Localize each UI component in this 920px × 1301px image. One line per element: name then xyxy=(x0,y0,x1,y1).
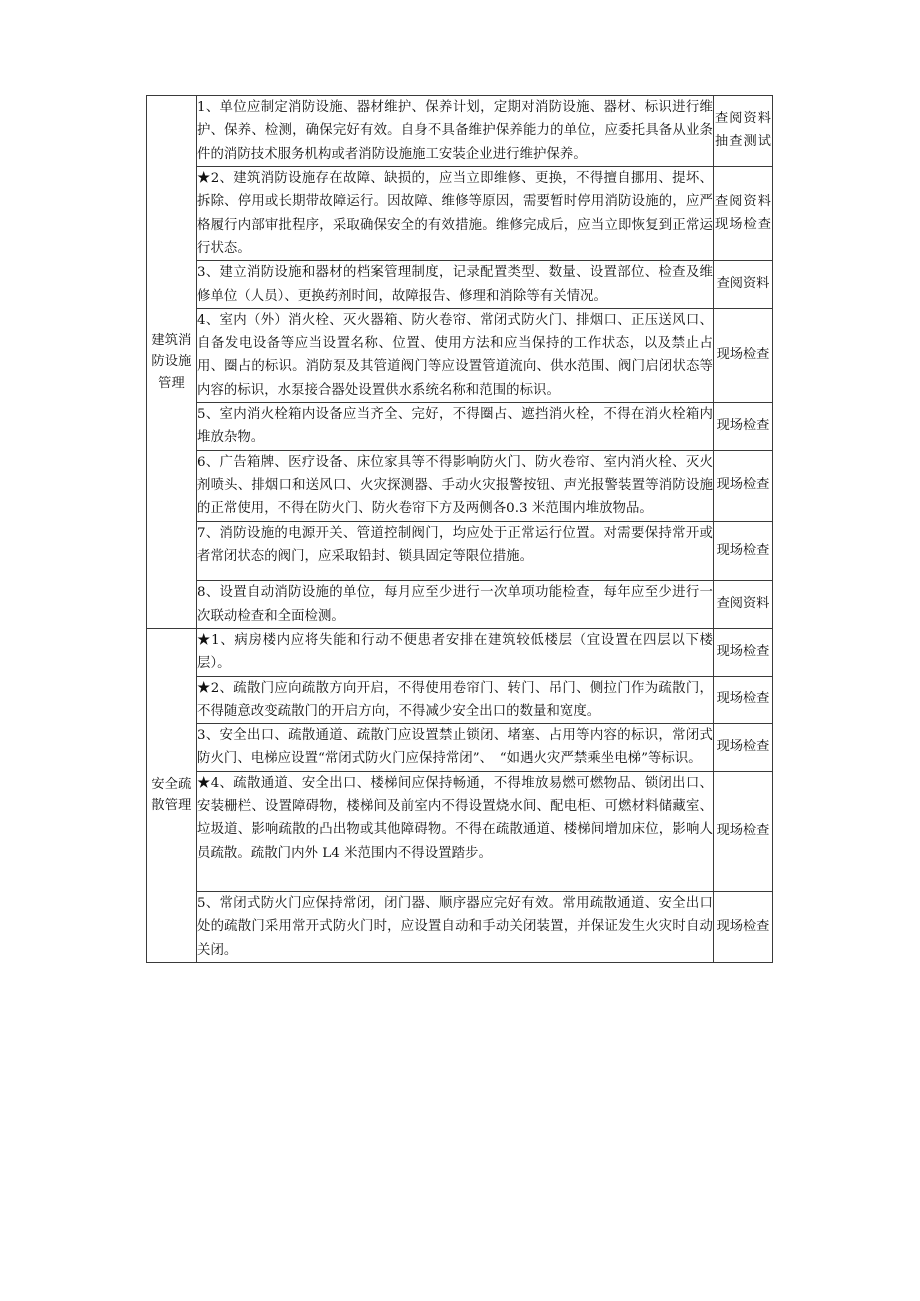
requirement-cell xyxy=(197,166,714,260)
method-label: 查阅资料 xyxy=(716,276,770,292)
requirement-text: 6、广告箱牌、医疗设备、床位家具等不得影响防火门、防火卷帘、室内消火栓、灭火剂喷头、排烟口和送风口、火灾探测器、手动火灾报警按钮、声光报警装置等消防设施的正常使用，不得在防火门、防火卷帘下方及两侧各0.3 米范围内堆放物品。 xyxy=(197,454,713,517)
method-label: 查阅资料抽查测试 xyxy=(715,111,771,149)
method-cell xyxy=(714,676,773,724)
table-row xyxy=(147,521,773,581)
method-cell xyxy=(714,450,773,521)
table-row xyxy=(147,892,773,963)
category-label: 安全疏散管理 xyxy=(151,777,192,814)
method-label: 查阅资料 xyxy=(716,596,770,612)
requirement-text: 7、消防设施的电源开关、管道控制阀门，均应处于正常运行位置。对需要保持常开或者常闭状态的阀门，应采取铅封、锁具固定等限位措施。 xyxy=(197,525,713,564)
requirement-cell xyxy=(197,261,714,309)
checklist-body xyxy=(147,96,773,963)
requirement-cell xyxy=(197,892,714,963)
method-cell xyxy=(714,96,773,167)
requirement-cell xyxy=(197,771,714,891)
requirement-text: 1、单位应制定消防设施、器材维护、保养计划，定期对消防设施、器材、标识进行维护、保养、检测，确保完好有效。自身不具备维护保养能力的单位，应委托具备从业条件的消防技术服务机构或者消防设施施工安装企业进行维护保养。 xyxy=(197,100,713,162)
requirement-text: 5、常闭式防火门应保持常闭，闭门器、顺序器应完好有效。常用疏散通道、安全出口处的疏散门采用常开式防火门时，应设置自动和手动关闭装置，并保证发生火灾时自动关闭。 xyxy=(197,896,713,958)
method-cell xyxy=(714,403,773,451)
table-row xyxy=(147,771,773,891)
method-cell xyxy=(714,308,773,402)
method-label: 现场检查 xyxy=(716,918,770,934)
method-label: 现场检查 xyxy=(716,418,770,434)
method-label: 现场检查 xyxy=(716,823,770,839)
requirement-cell xyxy=(197,724,714,772)
requirement-text: 3、建立消防设施和器材的档案管理制度，记录配置类型、数量、设置部位、检查及维修单位（人员）、更换药剂时间，故障报告、修理和消除等有关情况。 xyxy=(197,265,713,304)
requirement-text: 5、室内消火栓箱内设备应当齐全、完好，不得圈占、遮挡消火栓，不得在消火栓箱内堆放杂物。 xyxy=(197,407,713,446)
method-cell xyxy=(714,628,773,676)
table-row xyxy=(147,581,773,629)
requirement-cell xyxy=(197,96,714,167)
category-cell-evacuation-management xyxy=(147,628,197,962)
requirement-text: ★1、病房楼内应将失能和行动不便患者安排在建筑较低楼层（宜设置在四层以下楼层）。 xyxy=(197,632,713,672)
requirement-cell xyxy=(197,676,714,724)
method-cell xyxy=(714,892,773,963)
fire-safety-checklist-table xyxy=(146,95,773,963)
method-cell xyxy=(714,581,773,629)
requirement-cell xyxy=(197,628,714,676)
method-cell xyxy=(714,166,773,260)
method-cell xyxy=(714,724,773,772)
requirement-cell xyxy=(197,581,714,629)
method-label: 现场检查 xyxy=(716,739,770,755)
method-label: 现场检查 xyxy=(716,542,770,558)
method-label: 现场检查 xyxy=(716,643,770,659)
method-label: 现场检查 xyxy=(716,347,770,363)
table-row xyxy=(147,96,773,167)
table-row xyxy=(147,403,773,451)
requirement-text: 4、室内（外）消火栓、灭火器箱、防火卷帘、常闭式防火门、排烟口、正压送风口、自备发电设备等应当设置名称、位置、使用方法和应当保持的工作状态，以及禁止占用、圈占的标识。消防泵及其管道阀门等应设置管道流向、供水范围、阀门启闭状态等内容的标识，水泵接合器处设置供水系统名称和范围的标识。 xyxy=(197,312,713,398)
requirement-text: ★2、建筑消防设施存在故障、缺损的，应当立即维修、更换，不得擅自挪用、提坏、拆除、停用或长期带故障运行。因故障、维修等原因，需要暂时停用消防设施的，应严格履行内部审批程序，采取确保安全的有效措施。维修完成后，应当立即恢复到正常运行状态。 xyxy=(197,170,713,256)
method-cell xyxy=(714,261,773,309)
requirement-text: ★4、疏散通道、安全出口、楼梯间应保持畅通，不得堆放易燃可燃物品、锁闭出口、安装栅栏、设置障碍物，楼梯间及前室内不得设置烧水间、配电柜、可燃材料储藏室、垃圾道、影响疏散的凸出物或其他障碍物。不得在疏散通道、楼梯间增加床位，影响人员疏散。疏散门内外 L4 米范围内不得设置踏步。 xyxy=(197,775,713,861)
table-row xyxy=(147,308,773,402)
method-label: 查阅资料现场检查 xyxy=(715,193,771,232)
requirement-cell xyxy=(197,308,714,402)
requirement-cell xyxy=(197,521,714,581)
table-row xyxy=(147,450,773,521)
method-label: 现场检查 xyxy=(716,477,770,493)
requirement-text: 8、设置自动消防设施的单位，每月应至少进行一次单项功能检查，每年应至少进行一次联动检查和全面检测。 xyxy=(197,585,713,624)
method-cell xyxy=(714,521,773,581)
category-label: 建筑消防设施管理 xyxy=(151,332,192,391)
method-label: 现场检查 xyxy=(716,691,770,707)
requirement-cell xyxy=(197,403,714,451)
requirement-text: ★2、疏散门应向疏散方向开启，不得使用卷帘门、转门、吊门、侧拉门作为疏散门，不得随意改变疏散门的开启方向，不得减少安全出口的数量和宽度。 xyxy=(197,680,713,719)
table-row xyxy=(147,166,773,260)
requirement-text: 3、安全出口、疏散通道、疏散门应设置禁止锁闭、堵塞、占用等内容的标识，常闭式防火门、电梯应设置“常闭式防火门应保持常闭”、 “如遇火灾严禁乘坐电梯”等标识。 xyxy=(197,728,713,767)
table-row xyxy=(147,261,773,309)
requirement-cell xyxy=(197,450,714,521)
category-cell-building-fire-facility xyxy=(147,96,197,629)
method-cell xyxy=(714,771,773,891)
table-row xyxy=(147,724,773,772)
table-row xyxy=(147,676,773,724)
table-row xyxy=(147,628,773,676)
